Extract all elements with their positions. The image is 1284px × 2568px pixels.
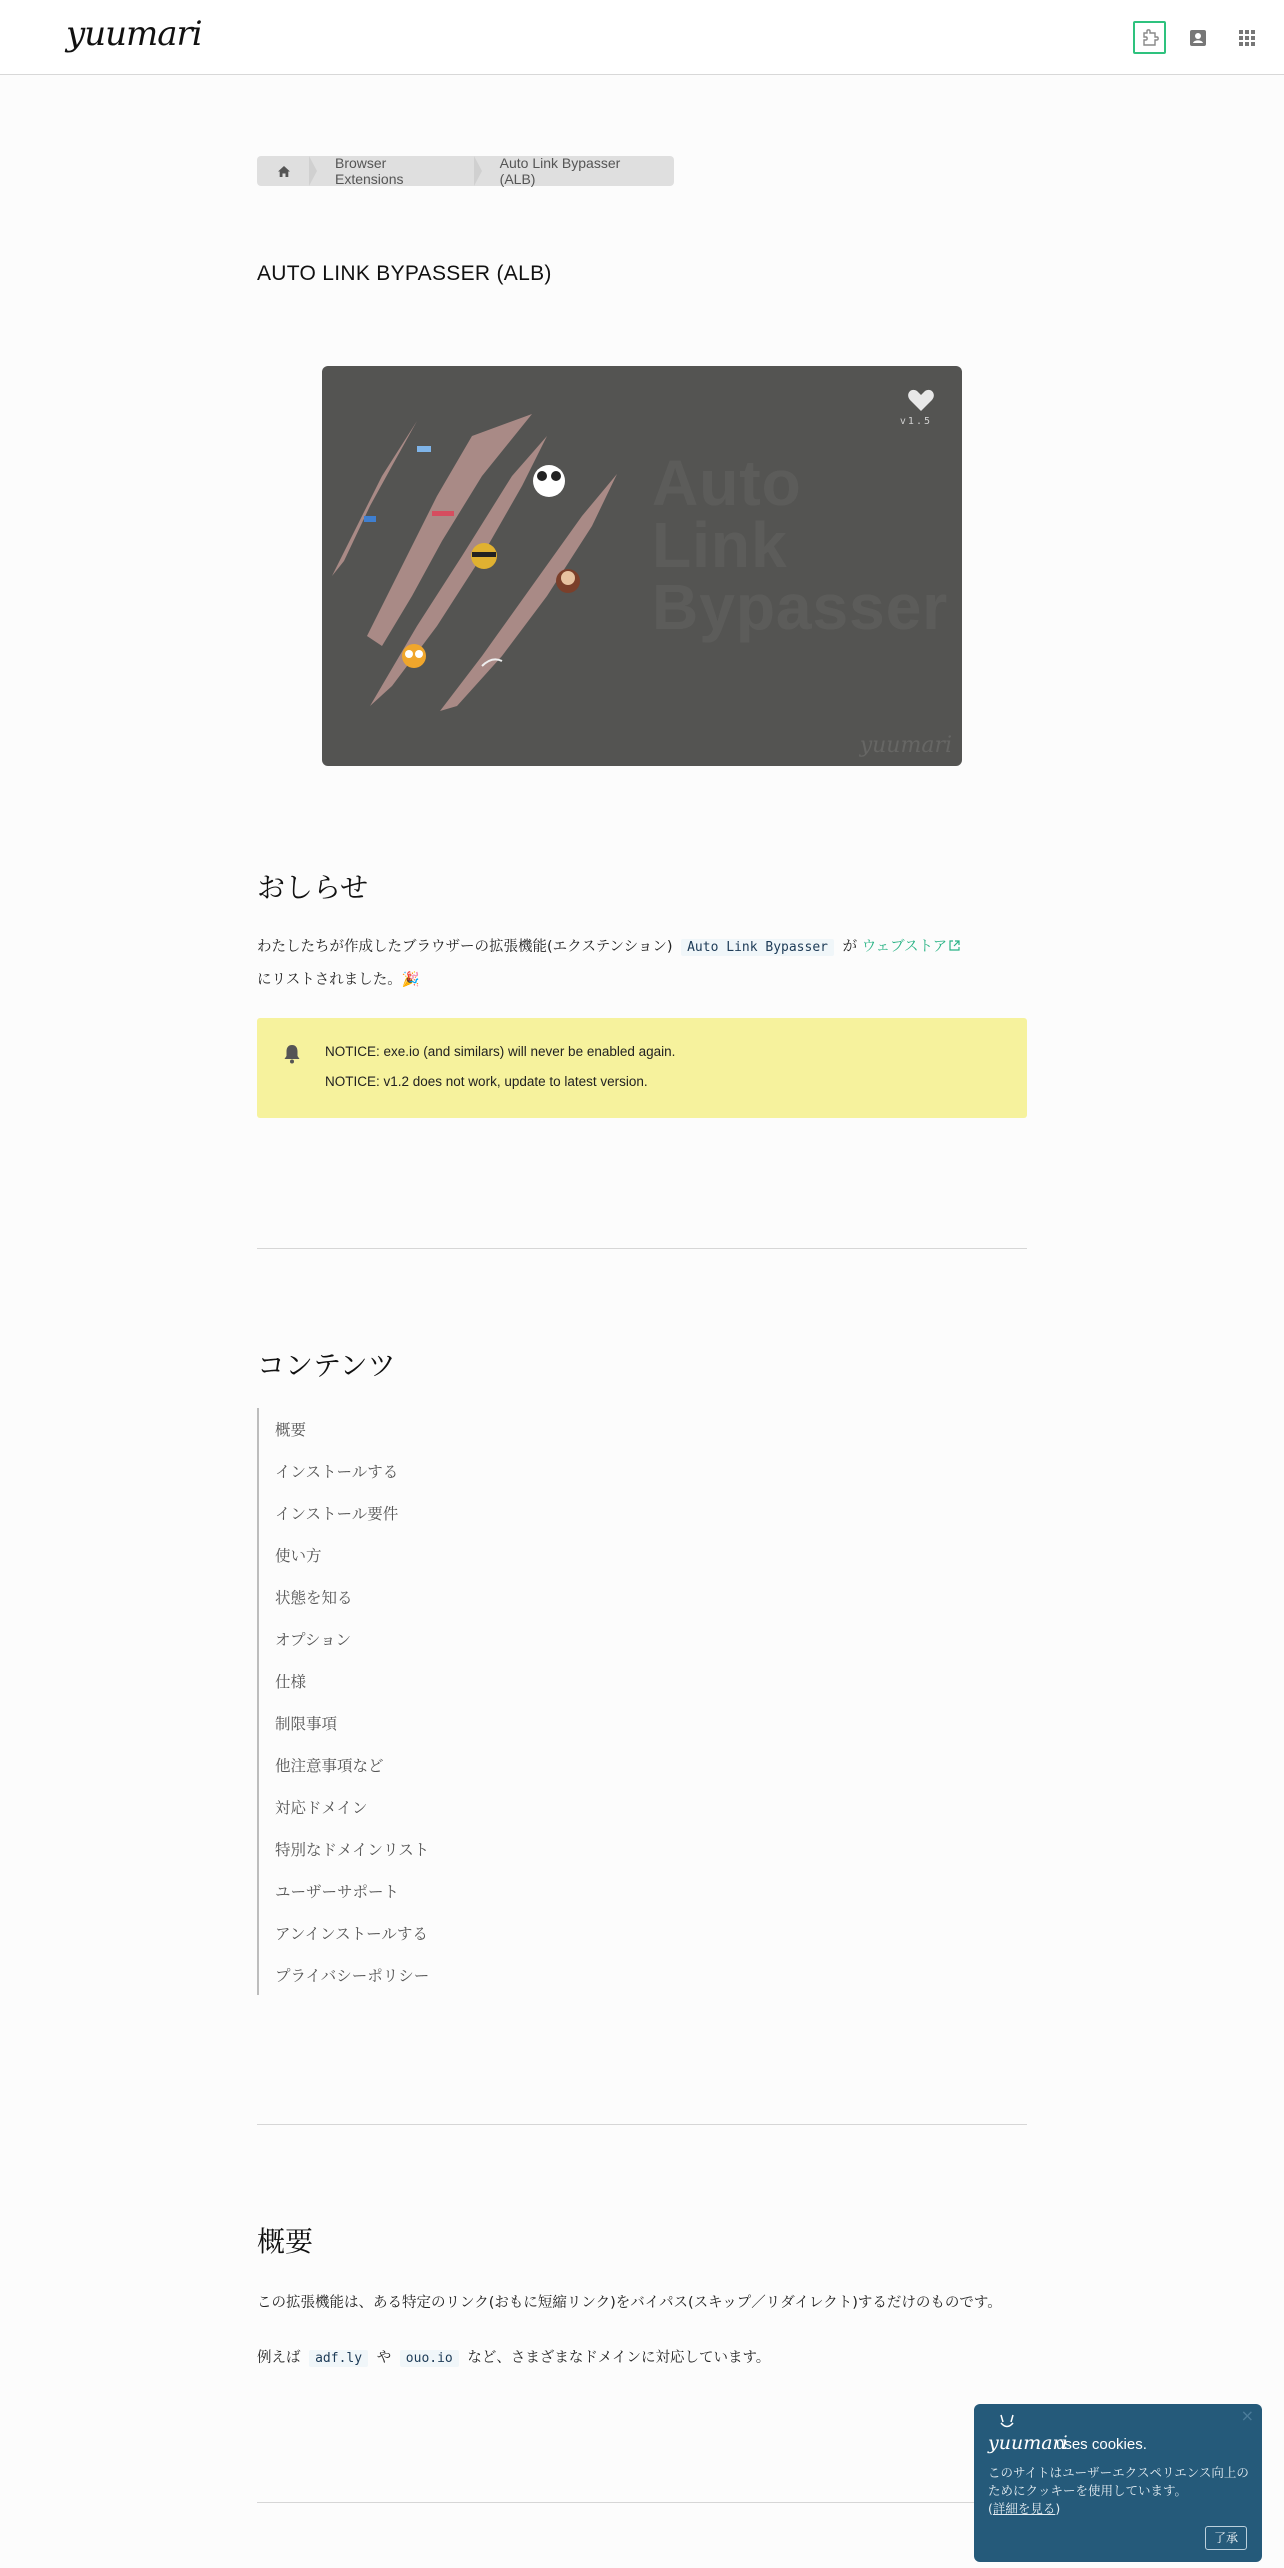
site-logo[interactable]: yuumari	[66, 14, 202, 54]
notice-paragraph-line2: にリストされました。🎉	[257, 972, 420, 988]
cookie-headline: uses cookies.	[1056, 2436, 1147, 2453]
paren: )	[1055, 2501, 1061, 2516]
toc-item-user-support[interactable]: ユーザーサポート	[275, 1883, 400, 1901]
paragraph-text: や	[376, 2350, 392, 2366]
breadcrumb-current-page[interactable]: Auto Link Bypasser (ALB)	[499, 155, 621, 187]
toc-item-special-domains[interactable]: 特別なドメインリスト	[275, 1841, 430, 1859]
toc-item-specs[interactable]: 仕様	[275, 1673, 307, 1691]
section-divider	[257, 1248, 1027, 1249]
code-domain: ouo.io	[400, 2350, 459, 2367]
paren: (	[988, 2501, 993, 2516]
cookie-details-link[interactable]: 詳細を見る	[992, 2501, 1056, 2516]
paragraph-text: わたしたちが作成したブラウザーの拡張機能(エクステンション)	[257, 939, 673, 955]
extensions-button[interactable]	[1133, 21, 1166, 54]
toc-item-usage[interactable]: 使い方	[275, 1547, 322, 1565]
apps-button[interactable]	[1232, 23, 1262, 53]
overview-example-paragraph	[257, 2346, 770, 2367]
toc-item-limitations[interactable]: 制限事項	[275, 1715, 338, 1733]
hero-watermark: yuumari	[859, 733, 952, 758]
toc-item-overview[interactable]: 概要	[275, 1421, 307, 1439]
cookie-close-button[interactable]: ×	[1240, 2406, 1254, 2425]
overview-heading: 概要	[257, 2225, 314, 2258]
hero-title-line: Bypasser	[652, 571, 949, 643]
account-button[interactable]	[1183, 23, 1213, 53]
toc-item-other-notes[interactable]: 他注意事項など	[275, 1757, 384, 1775]
hero-version: v1.5	[899, 416, 932, 427]
breadcrumb	[257, 156, 674, 186]
notice-line: NOTICE: exe.io (and similars) will never be enabled again.	[325, 1044, 676, 1059]
webstore-link[interactable]	[862, 939, 960, 955]
contents-heading: コンテンツ	[257, 1349, 396, 1382]
hero-title-line: Link	[652, 509, 788, 581]
paragraph-text: 例えば	[257, 2350, 301, 2366]
notices-heading: おしらせ	[257, 871, 369, 904]
table-of-contents	[257, 1408, 557, 1995]
cookie-consent-popup	[974, 2404, 1262, 2562]
bell-icon	[283, 1044, 301, 1064]
breadcrumb-home[interactable]	[257, 156, 309, 186]
notice-paragraph-line1	[257, 935, 960, 956]
hero-title	[652, 447, 949, 643]
toc-item-options[interactable]: オプション	[275, 1631, 352, 1649]
hero-title-line: Auto	[652, 447, 802, 519]
cookie-brand-logo: yuumari	[988, 2432, 1068, 2454]
apps-grid-icon	[1238, 29, 1256, 47]
external-link-icon	[949, 940, 960, 951]
toc-item-install-requirements[interactable]: インストール要件	[275, 1505, 399, 1523]
toc-item-privacy-policy[interactable]: プライバシーポリシー	[275, 1967, 430, 1985]
cookie-accept-button[interactable]: 了承	[1205, 2526, 1247, 2550]
bunny-logo-icon	[998, 2414, 1016, 2430]
code-extension-name: Auto Link Bypasser	[681, 939, 834, 956]
page-title: AUTO LINK BYPASSER (ALB)	[257, 262, 552, 285]
puzzle-icon	[1140, 28, 1160, 48]
toc-item-install[interactable]: インストールする	[275, 1463, 399, 1481]
hero-image	[322, 366, 962, 766]
code-domain: adf.ly	[309, 2350, 368, 2367]
notice-box	[257, 1018, 1027, 1118]
notice-line: NOTICE: v1.2 does not work, update to latest version.	[325, 1074, 648, 1089]
account-icon	[1189, 29, 1207, 47]
toc-item-status[interactable]: 状態を知る	[275, 1589, 353, 1607]
paragraph-text: など、さまざまなドメインに対応しています。	[467, 2350, 771, 2366]
webstore-link-label[interactable]: ウェブストア	[861, 939, 948, 955]
cookie-body-text: このサイトはユーザーエクスペリエンス向上のためにクッキーを使用しています。	[988, 2465, 1249, 2498]
section-divider	[257, 2124, 1027, 2125]
toc-item-supported-domains[interactable]: 対応ドメイン	[275, 1799, 368, 1817]
section-divider	[257, 2502, 1027, 2503]
paragraph-text: が	[842, 939, 858, 955]
breadcrumb-browser-extensions[interactable]: Browser Extensions	[309, 156, 474, 186]
site-header	[0, 0, 1284, 75]
overview-paragraph: この拡張機能は、ある特定のリンク(おもに短縮リンク)をバイパス(スキップ／リダイレクト)するだけのものです。	[257, 2295, 1002, 2311]
heart-icon	[907, 388, 935, 412]
home-icon	[277, 165, 291, 178]
cookie-message	[988, 2464, 1250, 2518]
toc-item-uninstall[interactable]: アンインストールする	[275, 1925, 428, 1943]
